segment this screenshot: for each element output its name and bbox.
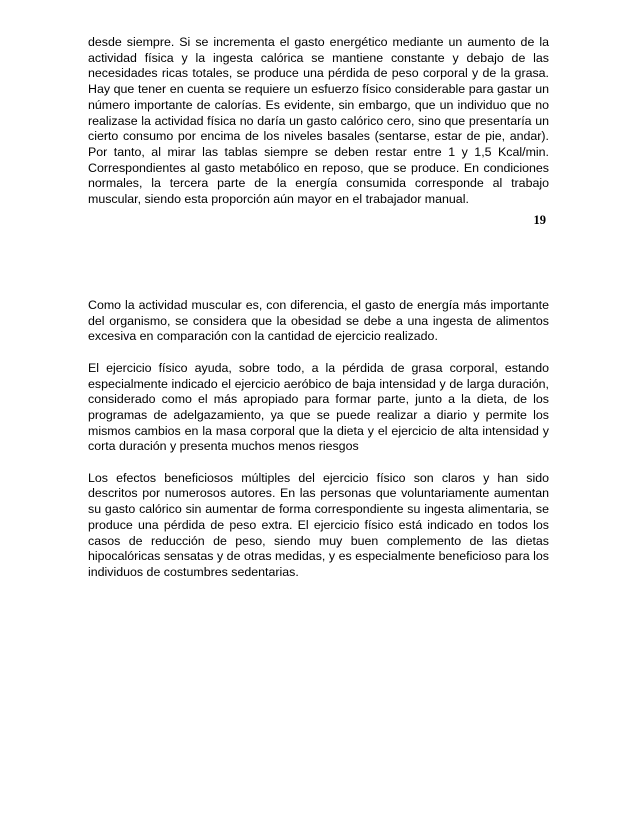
paragraph: desde siempre. Si se incrementa el gasto energético mediante un aumento de la actividad física y la ingesta calórica se mantiene constante y debajo de las necesidades ricas totales, se produce una pérdida de peso corporal y de la grasa. Hay que tener en cuenta se requiere un esfuerzo físico considerable para gastar un número importante de calorías. Es evidente, sin embargo, que un individuo que no realizase la actividad física no daría un gasto calórico cero, sino que presentaría un cierto consumo por encima de los niveles basales (sentarse, estar de pie, andar). Por tanto, al mirar las tablas siempre se deben restar entre 1 y 1,5 Kcal/min. Correspondientes al gasto metabólico en reposo, que se produce. En condiciones normales, la tercera parte de la energía consumida corresponde al trabajo muscular, siendo esta proporción aún mayor en el trabajador manual. <box>88 35 549 207</box>
paragraph: El ejercicio físico ayuda, sobre todo, a la pérdida de grasa corporal, estando especialmente indicado el ejercicio aeróbico de baja intensidad y de larga duración, considerado como el más apropiado para formar parte, junto a la dieta, de los programas de adelgazamiento, ya que se puede realizar a diario y permite los mismos cambios en la masa corporal que la dieta y el ejercicio de alta intensidad y corta duración y presenta muchos menos riesgos <box>88 360 549 454</box>
page-number: 19 <box>533 213 546 227</box>
next-page-text <box>88 298 549 581</box>
paragraph: Los efectos beneficiosos múltiples del ejercicio físico son claros y han sido descritos por numerosos autores. En las personas que voluntariamente aumentan su gasto calórico sin aumentar de forma correspondiente su ingesta alimentaria, se produce una pérdida de peso extra. El ejercicio físico está indicado en todos los casos de reducción de peso, siendo muy buen complemento de las dietas hipocalóricas sensatas y de otras medidas, y es especialmente beneficioso para los individuos de costumbres sedentarias. <box>88 470 549 579</box>
paragraph: Como la actividad muscular es, con diferencia, el gasto de energía más importante del organismo, se considera que la obesidad se debe a una ingesta de alimentos excesiva en comparación con la cantidad de ejercicio realizado. <box>88 298 549 344</box>
previous-page-text <box>88 35 549 208</box>
